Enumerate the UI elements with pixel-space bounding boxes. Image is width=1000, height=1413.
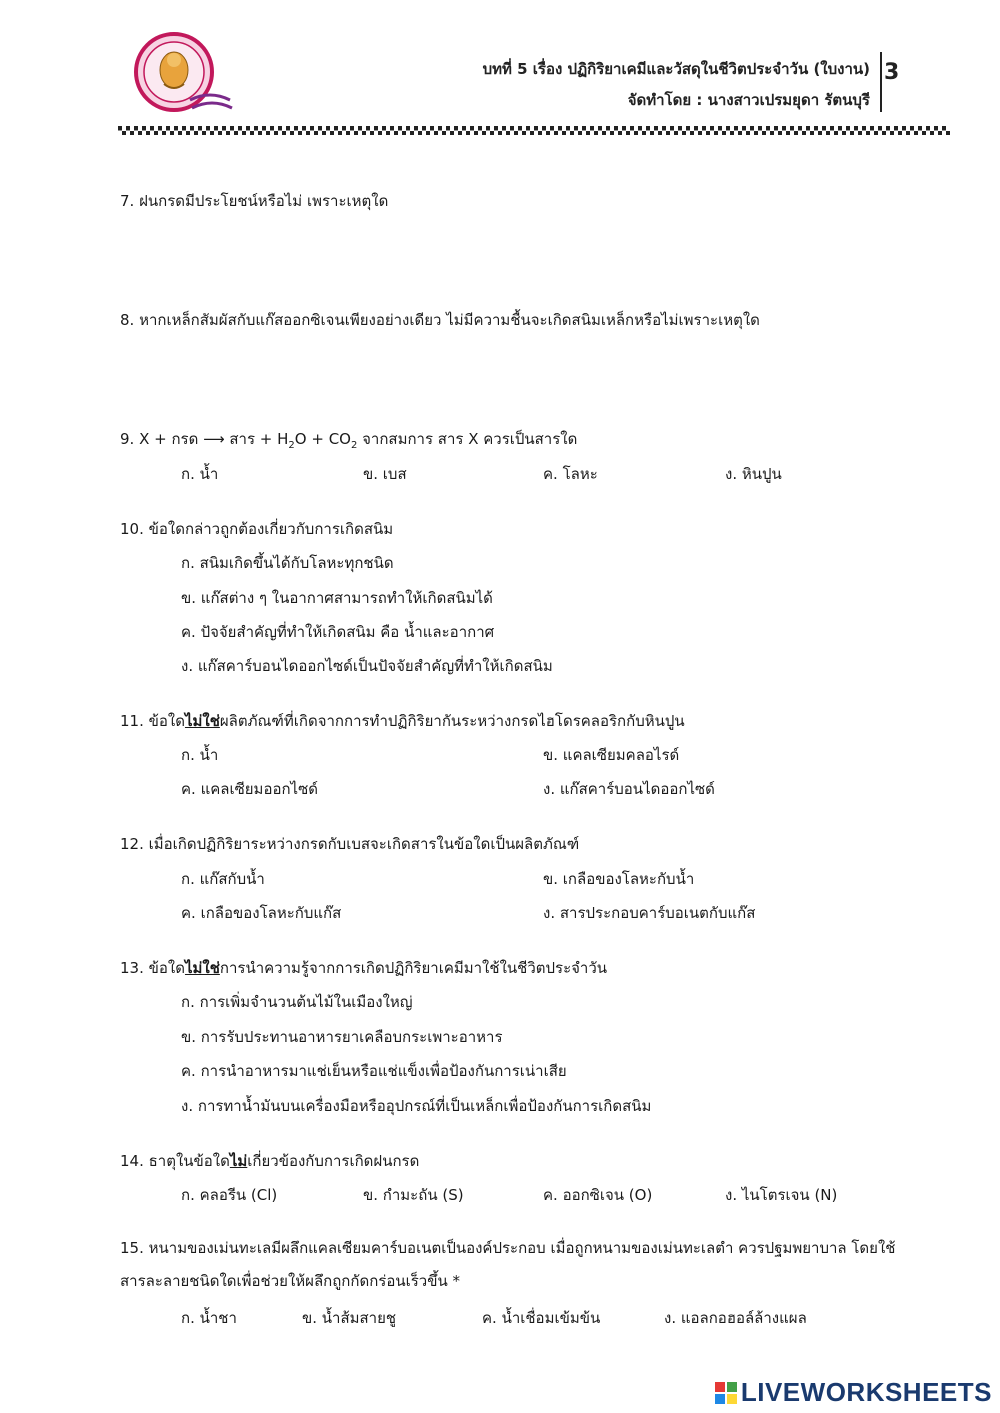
q9-option-d[interactable]: ง. หินปูน — [725, 465, 782, 483]
q14-option-c[interactable]: ค. ออกซิเจน (O) — [543, 1186, 653, 1204]
q12-option-c[interactable]: ค. เกลือของโลหะกับแก๊ส — [181, 904, 342, 922]
q14-option-a[interactable]: ก. คลอรีน (Cl) — [181, 1186, 278, 1204]
q11-option-c[interactable]: ค. แคลเซียมออกไซด์ — [181, 780, 319, 798]
worksheet-title: บทที่ 5 เรื่อง ปฏิกิริยาเคมีและวัสดุในชีวิตประจำวัน (ใบงาน) — [482, 60, 870, 78]
q11-option-a[interactable]: ก. น้ำ — [181, 746, 219, 764]
q9-sub2: 2 — [350, 440, 358, 451]
q10-option-a[interactable]: ก. สนิมเกิดขึ้นได้กับโลหะทุกชนิด — [181, 554, 394, 572]
q13-option-c[interactable]: ค. การนำอาหารมาแช่เย็นหรือแช่แข็งเพื่อป้องกันการเน่าเสีย — [181, 1062, 567, 1080]
q11-negation: ไม่ใช่ — [184, 712, 220, 730]
question-11 — [120, 709, 685, 733]
q9-option-b[interactable]: ข. เบส — [363, 465, 407, 483]
question-9 — [120, 427, 577, 451]
q10-option-d[interactable]: ง. แก๊สคาร์บอนไดออกไซด์เป็นปัจจัยสำคัญที่ทำให้เกิดสนิม — [181, 657, 553, 675]
q15-option-c[interactable]: ค. น้ำเชื่อมเข้มข้น — [482, 1309, 601, 1327]
q15-option-b[interactable]: ข. น้ำส้มสายชู — [302, 1309, 397, 1327]
page-number: 3 — [884, 60, 900, 85]
q11-prefix: 11. ข้อใด — [120, 712, 185, 730]
question-8: 8. หากเหล็กสัมผัสกับแก๊สออกซิเจนเพียงอย่างเดียว ไม่มีความชื้นจะเกิดสนิมเหล็กหรือไม่เพราะเหตุใด — [120, 311, 760, 329]
q14-suffix: เกี่ยวข้องกับการเกิดฝนกรด — [247, 1152, 420, 1170]
q11-option-d[interactable]: ง. แก๊สคาร์บอนไดออกไซด์ — [543, 780, 715, 798]
q13-negation: ไม่ใช่ — [184, 959, 220, 977]
worksheet-author: จัดทำโดย : นางสาวเปรมยุดา รัตนบุรี — [627, 91, 870, 109]
q11-option-b[interactable]: ข. แคลเซียมคลอไรด์ — [543, 746, 680, 764]
q14-option-b[interactable]: ข. กำมะถัน (S) — [363, 1186, 464, 1204]
liveworksheets-logo-icon — [714, 1381, 738, 1405]
question-13 — [120, 956, 607, 980]
q13-suffix: การนำความรู้จากการเกิดปฏิกิริยาเคมีมาใช้ในชีวิตประจำวัน — [219, 959, 608, 977]
school-logo — [130, 30, 236, 122]
q9-option-a[interactable]: ก. น้ำ — [181, 465, 219, 483]
q14-prefix: 14. ธาตุในข้อใด — [120, 1152, 230, 1170]
q9-sub1: 2 — [288, 440, 295, 451]
question-10: 10. ข้อใดกล่าวถูกต้องเกี่ยวกับการเกิดสนิม — [120, 520, 394, 538]
q12-option-b[interactable]: ข. เกลือของโลหะกับน้ำ — [543, 870, 695, 888]
question-15: 15. หนามของเม่นทะเลมีผลึกแคลเซียมคาร์บอเนตเป็นองค์ประกอบ เมื่อถูกหนามของเม่นทะเลตำ ควรปฐมพยาบาล โดยใช้สารละลายชนิดใดเพื่อช่วยให้ผลึกถูกกัดกร่อนเร็วขึ้น * — [120, 1239, 896, 1290]
q14-negation: ไม่ — [229, 1152, 248, 1170]
q9-option-c[interactable]: ค. โลหะ — [543, 465, 598, 483]
question-7: 7. ฝนกรดมีประโยชน์หรือไม่ เพราะเหตุใด — [120, 192, 389, 210]
q12-option-d[interactable]: ง. สารประกอบคาร์บอเนตกับแก๊ส — [543, 904, 756, 922]
q10-option-c[interactable]: ค. ปัจจัยสำคัญที่ทำให้เกิดสนิม คือ น้ำและอากาศ — [181, 623, 495, 641]
header-divider — [880, 52, 882, 112]
liveworksheets-brand — [714, 1377, 992, 1408]
q13-option-d[interactable]: ง. การทาน้ำมันบนเครื่องมือหรืออุปกรณ์ที่เป็นเหล็กเพื่อป้องกันการเกิดสนิม — [181, 1097, 652, 1115]
q13-option-a[interactable]: ก. การเพิ่มจำนวนต้นไม้ในเมืองใหญ่ — [181, 993, 413, 1011]
q9-suffix: จากสมการ สาร X ควรเป็นสารใด — [357, 430, 578, 448]
brand-text: LIVEWORKSHEETS — [740, 1377, 992, 1407]
q15-option-a[interactable]: ก. น้ำชา — [181, 1309, 237, 1327]
q15-option-d[interactable]: ง. แอลกอฮอล์ล้างแผล — [664, 1309, 807, 1327]
question-14 — [120, 1149, 419, 1173]
q11-suffix: ผลิตภัณฑ์ที่เกิดจากการทำปฏิกิริยากันระหว่างกรดไฮโดรคลอริกกับหินปูน — [219, 712, 685, 730]
q13-option-b[interactable]: ข. การรับประทานอาหารยาเคลือบกระเพาะอาหาร — [181, 1028, 503, 1046]
question-12: 12. เมื่อเกิดปฏิกิริยาระหว่างกรดกับเบสจะเกิดสารในข้อใดเป็นผลิตภัณฑ์ — [120, 835, 580, 853]
q10-option-b[interactable]: ข. แก๊สต่าง ๆ ในอากาศสามารถทำให้เกิดสนิมได้ — [181, 589, 493, 607]
q14-option-d[interactable]: ง. ไนโตรเจน (N) — [725, 1186, 838, 1204]
q9-prefix: 9. X + กรด ⟶ สาร + H — [120, 430, 289, 448]
q12-option-a[interactable]: ก. แก๊สกับน้ำ — [181, 870, 265, 888]
q9-mid: O + CO — [294, 430, 351, 448]
checkered-divider — [118, 126, 950, 135]
q13-prefix: 13. ข้อใด — [120, 959, 185, 977]
